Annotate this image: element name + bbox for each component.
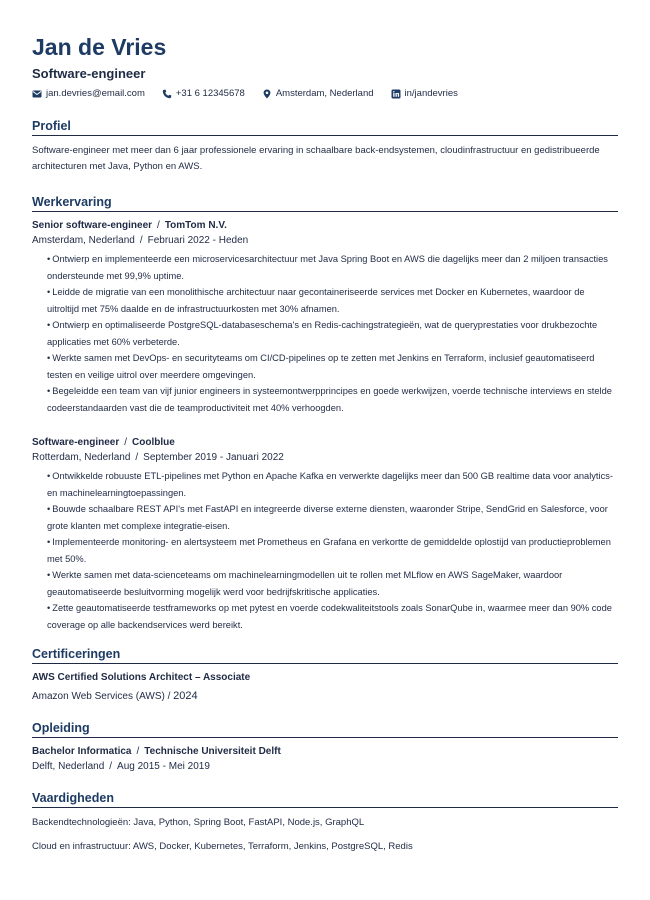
job-header	[32, 219, 618, 233]
certification-issuer: Amazon Web Services (AWS) /	[32, 691, 171, 702]
candidate-name: Jan de Vries	[32, 34, 167, 60]
skills-line: Cloud en infrastructuur: AWS, Docker, Kubernetes, Terraform, Jenkins, PostgreSQL, Redis	[32, 841, 413, 852]
section-heading-skills: Vaardigheden	[32, 791, 618, 808]
job-header	[32, 436, 618, 450]
job-bullet: • Leidde de migratie van een monolithische architectuur naar gecontaineriseerde services met Docker en Kubernetes, waardoor de uitroltijd met 75% daalde en de infrastructuurkosten met 30% afnamen.	[47, 284, 618, 317]
education-location: Delft, Nederland	[32, 761, 105, 772]
job-role: Senior software-engineer	[32, 220, 153, 231]
certifications-section	[32, 647, 618, 705]
linkedin-icon	[391, 89, 401, 99]
linkedin-text: in/jandevries	[404, 88, 458, 99]
job-meta	[32, 233, 618, 249]
experience-section	[32, 195, 618, 633]
map-pin-icon	[262, 89, 272, 99]
job-period: September 2019 - Januari 2022	[143, 452, 284, 463]
separator: /	[136, 746, 140, 757]
skills-line: Backendtechnologieën: Java, Python, Spring Boot, FastAPI, Node.js, GraphQL	[32, 817, 365, 828]
job-bullets	[32, 468, 618, 633]
contact-email[interactable]	[32, 88, 145, 99]
certification-name: AWS Certified Solutions Architect – Associate	[32, 672, 251, 683]
contact-location	[262, 88, 374, 99]
job-bullet: • Werkte samen met DevOps- en securityteams om CI/CD-pipelines op te zetten met Jenkins en Terraform, inclusief geautomatiseerd testen en veilige uitrol over meerdere omgevingen.	[47, 350, 618, 383]
job-company: TomTom N.V.	[164, 220, 227, 231]
section-heading-certifications: Certificeringen	[32, 647, 618, 664]
resume-header	[32, 34, 618, 99]
job-bullet: • Ontwikkelde robuuste ETL-pipelines met Python en Apache Kafka en verwerkte dagelijks meer dan 500 GB realtime data voor analytics- en machinelearningtoepassingen.	[47, 468, 618, 501]
profile-section	[32, 119, 618, 175]
job-bullet: • Implementeerde monitoring- en alertsysteem met Prometheus en Grafana en verkortte de gemiddelde oplostijd van productieproblemen met 50%.	[47, 534, 618, 567]
section-heading-experience: Werkervaring	[32, 195, 618, 212]
job-location: Amsterdam, Nederland	[32, 235, 135, 246]
job-bullet: • Ontwierp en implementeerde een microservicesarchitectuur met Java Spring Boot en AWS die dagelijks meer dan 2 miljoen transacties ondersteunde met 99,9% uptime.	[47, 251, 618, 284]
candidate-title: Software-engineer	[32, 66, 146, 81]
job-entry	[32, 436, 618, 633]
job-meta	[32, 450, 618, 466]
email-text: jan.devries@email.com	[46, 88, 145, 99]
skills-section	[32, 791, 618, 855]
separator: /	[139, 235, 143, 246]
section-heading-profile: Profiel	[32, 119, 618, 136]
separator: /	[157, 220, 160, 231]
phone-text: +31 6 12345678	[175, 88, 245, 99]
job-bullet: • Begeleidde een team van vijf junior engineers in systeemontwerpprincipes en goede werkwijzen, voerde technische interviews en stelde codeerstandaarden vast die de teamproductiviteit met 40% verhoogden.	[47, 383, 618, 416]
education-header	[32, 745, 618, 759]
education-degree: Bachelor Informatica	[32, 746, 132, 757]
job-bullets	[32, 251, 618, 416]
job-bullet: • Ontwierp en optimaliseerde PostgreSQL-databaseschema's en Redis-cachingstrategieën, wat de queryprestaties voor drukbezochte applicaties met 60% verbeterde.	[47, 317, 618, 350]
job-company: Coolblue	[132, 437, 175, 448]
contact-phone[interactable]	[162, 88, 245, 99]
contact-linkedin[interactable]	[391, 88, 458, 99]
job-period: Februari 2022 - Heden	[147, 235, 249, 246]
certification-issuer-line	[32, 688, 618, 705]
contact-bar	[32, 88, 618, 99]
location-text: Amsterdam, Nederland	[275, 88, 374, 99]
phone-icon	[162, 89, 172, 99]
job-bullet: • Werkte samen met data-scienceteams om machinelearningmodellen uit te rollen met MLflow en AWS SageMaker, waardoor geautomatiseerde besluitvorming mogelijk werd voor bedrijfskritische applicaties.	[47, 567, 618, 600]
section-heading-education: Opleiding	[32, 721, 618, 738]
mail-icon	[32, 89, 42, 99]
job-bullet: • Zette geautomatiseerde testframeworks op met pytest en voerde codekwaliteitstools zoals SonarQube in, waarmee meer dan 90% code coverage op alle backendservices werd bereikt.	[47, 600, 618, 633]
separator: /	[135, 452, 139, 463]
education-section	[32, 721, 618, 775]
education-school: Technische Universiteit Delft	[144, 746, 281, 757]
education-period: Aug 2015 - Mei 2019	[117, 761, 210, 772]
job-role: Software-engineer	[32, 437, 120, 448]
education-meta	[32, 759, 618, 775]
job-bullet: • Bouwde schaalbare REST API's met FastAPI en integreerde diverse externe diensten, waaronder Stripe, SendGrid en Salesforce, voor grote klanten met complexe integratie-eisen.	[47, 501, 618, 534]
separator: /	[109, 761, 113, 772]
certification-year: 2024	[173, 690, 198, 702]
profile-summary: Software-engineer met meer dan 6 jaar professionele ervaring in schaalbare back-endsystemen, cloudinfrastructuur en gedistribueerde architecturen met Java, Python en AWS.	[32, 145, 600, 172]
job-entry	[32, 219, 618, 416]
separator: /	[124, 437, 128, 448]
job-location: Rotterdam, Nederland	[32, 452, 131, 463]
